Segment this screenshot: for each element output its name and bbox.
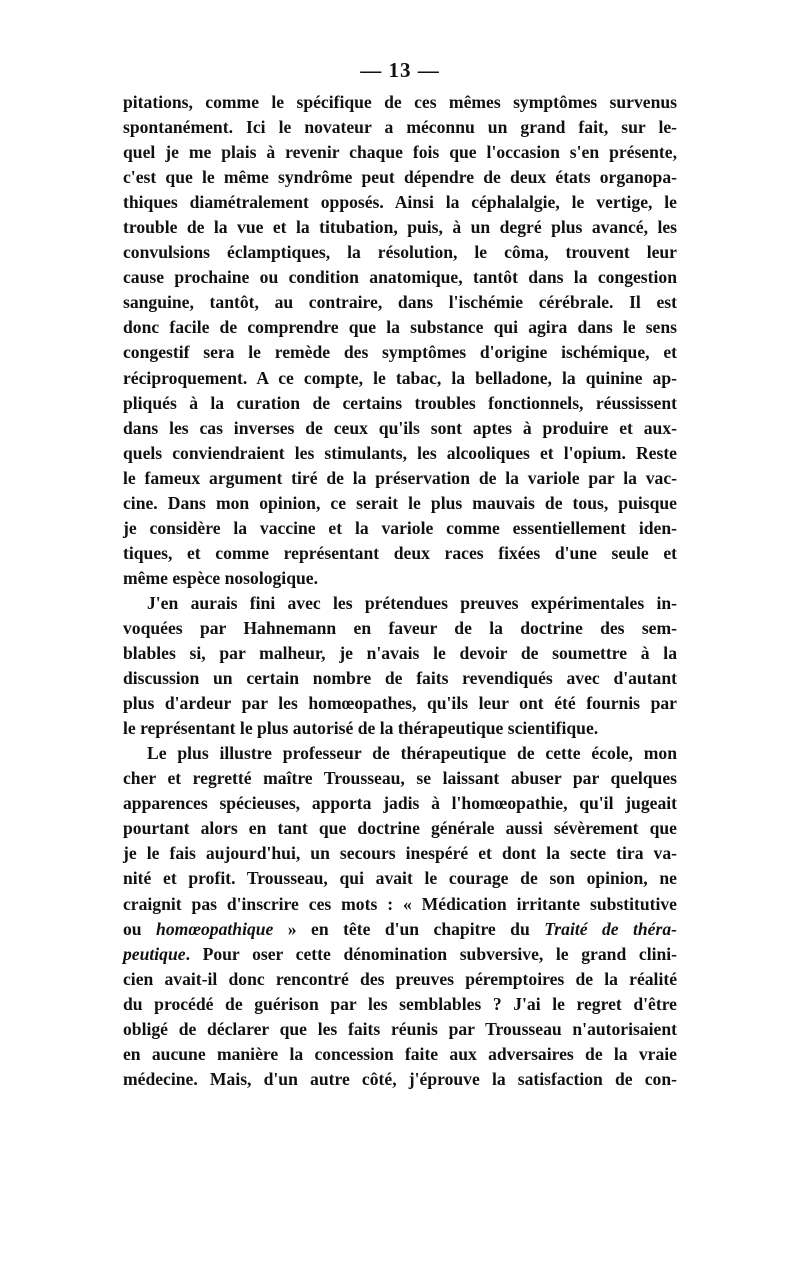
- italic-term: homœopathique: [156, 918, 274, 939]
- text-line: blables si, par malheur, je n'avais le devoir de soumettre à la: [123, 643, 677, 664]
- text-line: quels conviendraient les stimulants, les alcooliques et l'opium. Reste: [123, 442, 677, 463]
- text-line: cine. Dans mon opinion, ce serait le plus mauvais de tous, puisque: [123, 492, 677, 513]
- text-line: apparences spécieuses, apporta jadis à l'homœopathie, qu'il jugeait: [123, 793, 677, 814]
- text-line: cher et regretté maître Trousseau, se laissant abuser par quelques: [123, 768, 677, 789]
- text-line: thiques diamétralement opposés. Ainsi la céphalalgie, le vertige, le: [123, 192, 677, 213]
- text-line: médecine. Mais, d'un autre côté, j'éprouve la satisfaction de con-: [123, 1068, 677, 1089]
- text-line: congestif sera le remède des symptômes d'origine ischémique, et: [123, 342, 677, 363]
- text-line: le fameux argument tiré de la préservation de la variole par la vac-: [123, 467, 677, 488]
- text-line: convulsions éclamptiques, la résolution, le côma, trouvent leur: [123, 242, 677, 263]
- text-line: je le fais aujourd'hui, un secours inespéré et dont la secte tira va-: [123, 843, 677, 864]
- text-line: plus d'ardeur par les homœopathes, qu'ils leur ont été fournis par: [123, 693, 677, 714]
- text-line: trouble de la vue et la titubation, puis, à un degré plus avancé, les: [123, 217, 677, 238]
- text-line: même espèce nosologique.: [123, 567, 318, 588]
- text-line: obligé de déclarer que les faits réunis par Trousseau n'autorisaient: [123, 1018, 677, 1039]
- page-number: — 13 —: [360, 58, 440, 82]
- text-line: craignit pas d'inscrire ces mots : « Médication irritante substitutive: [123, 893, 677, 914]
- text-segment: » en tête d'un chapitre du: [273, 918, 545, 939]
- text-segment: ou: [123, 918, 157, 939]
- text-line: c'est que le même syndrôme peut dépendre de deux états organopa-: [123, 167, 677, 188]
- text-line: pliqués à la curation de certains troubles fonctionnels, réussissent: [123, 392, 677, 413]
- text-line: Le plus illustre professeur de thérapeutique de cette école, mon: [147, 743, 677, 764]
- text-line: quel je me plais à revenir chaque fois que l'occasion s'en présente,: [123, 142, 677, 163]
- text-line: discussion un certain nombre de faits revendiqués avec d'autant: [123, 668, 677, 689]
- text-line: dans les cas inverses de ceux qu'ils sont aptes à produire et aux-: [123, 417, 677, 438]
- text-line: nité et profit. Trousseau, qui avait le courage de son opinion, ne: [123, 868, 677, 889]
- text-line: donc facile de comprendre que la substance qui agira dans le sens: [123, 317, 677, 338]
- text-line: réciproquement. A ce compte, le tabac, la belladone, la quinine ap-: [123, 367, 677, 388]
- text-line: je considère la vaccine et la variole comme essentiellement iden-: [123, 517, 677, 538]
- text-line: spontanément. Ici le novateur a méconnu un grand fait, sur le-: [123, 117, 677, 138]
- text-line: sanguine, tantôt, au contraire, dans l'ischémie cérébrale. Il est: [123, 292, 677, 313]
- book-title: Traité de théra-: [544, 918, 677, 939]
- text-line: cien avait-il donc rencontré des preuves péremptoires de la réalité: [123, 968, 677, 989]
- text-line: du procédé de guérison par les semblables ? J'ai le regret d'être: [123, 993, 677, 1014]
- text-line: voquées par Hahnemann en faveur de la doctrine des sem-: [123, 617, 677, 638]
- text-line: le représentant le plus autorisé de la thérapeutique scientifique.: [123, 718, 599, 739]
- text-line: pourtant alors en tant que doctrine générale aussi sévèrement que: [123, 818, 677, 839]
- text-line: [123, 917, 677, 942]
- text-line: [123, 942, 677, 967]
- text-line: pitations, comme le spécifique de ces mêmes symptômes survenus: [123, 92, 677, 112]
- book-title: peutique: [123, 943, 186, 964]
- text-line: tiques, et comme représentant deux races fixées d'une seule et: [123, 542, 677, 563]
- text-line: J'en aurais fini avec les prétendues preuves expérimentales in-: [147, 592, 677, 613]
- body-text: [123, 90, 677, 1092]
- text-line: cause prochaine ou condition anatomique, tantôt dans la congestion: [123, 267, 677, 288]
- text-segment: . Pour oser cette dénomination subversive, le grand clini-: [185, 943, 677, 964]
- text-line: en aucune manière la concession faite aux adversaires de la vraie: [123, 1043, 677, 1064]
